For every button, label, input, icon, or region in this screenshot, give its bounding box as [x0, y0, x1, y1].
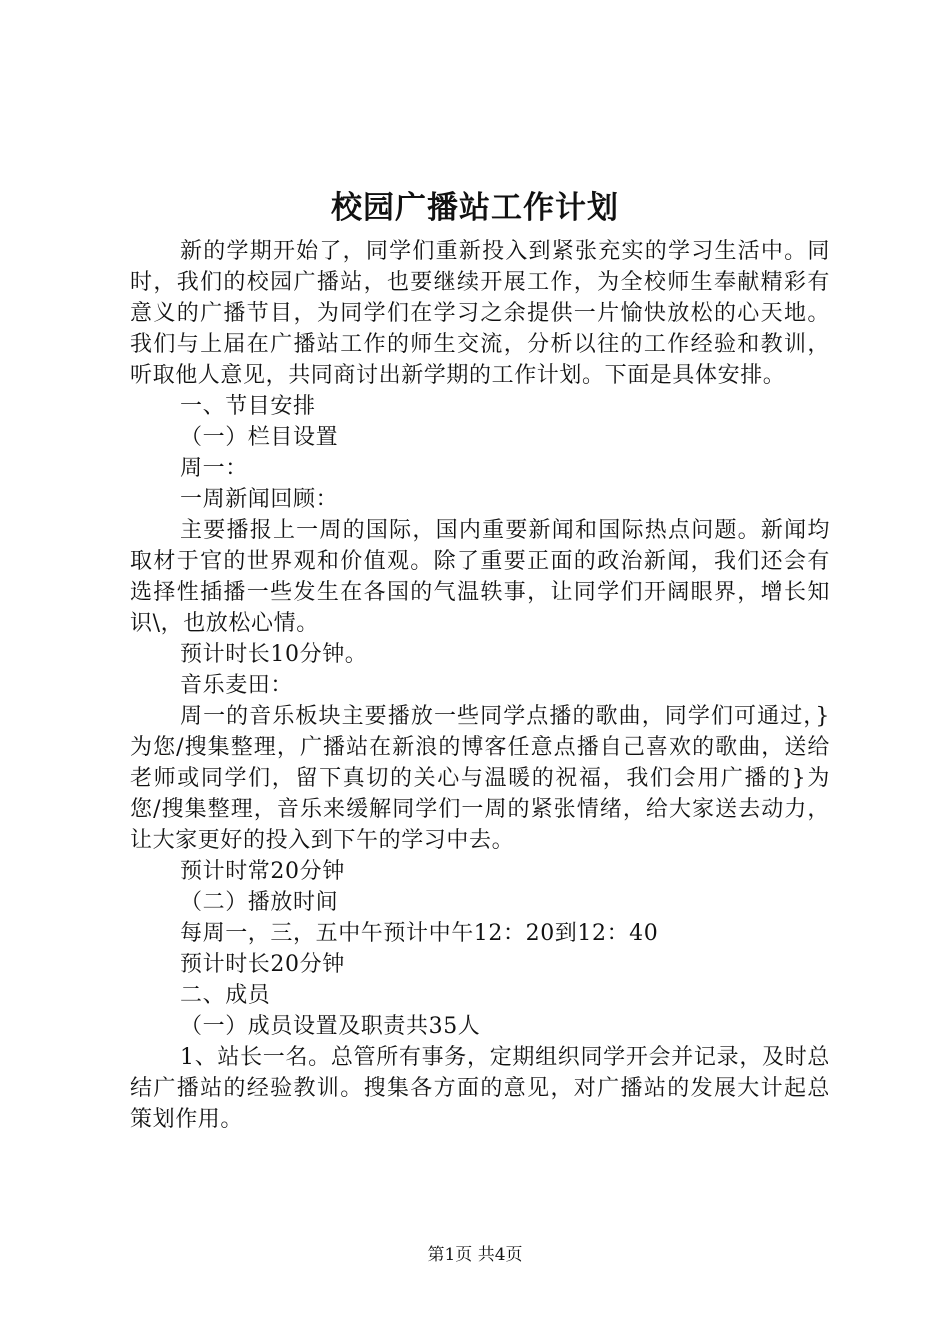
subsection-heading-member-roles: （一）成员设置及职责共35人 — [180, 1014, 481, 1039]
subsection-heading-schedule: （二）播放时间 — [180, 890, 339, 915]
section-heading-program: 一、节目安排 — [180, 394, 316, 419]
section-heading-members: 二、成员 — [180, 983, 271, 1008]
paragraph-music-field: 音乐麦田： — [180, 673, 294, 698]
page-indicator: 第1页 共4页 — [427, 1245, 523, 1265]
subsection-heading-columns: （一）栏目设置 — [180, 425, 339, 450]
paragraph-news-duration: 预计时长10分钟。 — [180, 642, 368, 667]
paragraph-news-review: 一周新闻回顾： — [180, 487, 339, 512]
paragraph-schedule-duration: 预计时长20分钟 — [180, 952, 345, 977]
document-body — [130, 236, 830, 1135]
paragraph-news-description: 主要播报上一周的国际，国内重要新闻和国际热点问题。新闻均取材于官的世界观和价值观。除了重要正面的政治新闻，我们还会有选择性插播一些发生在各国的气温轶事，让同学们开阔眼界，增长知识\，也放松心情。 — [130, 518, 830, 636]
paragraph-station-head: 1、站长一名。总管所有事务，定期组织同学开会并记录，及时总结广播站的经验教训。搜集各方面的意见，对广播站的发展大计起总策划作用。 — [130, 1045, 830, 1132]
paragraph-music-duration: 预计时常20分钟 — [180, 859, 345, 884]
paragraph-intro: 新的学期开始了，同学们重新投入到紧张充实的学习生活中。同时，我们的校园广播站，也要继续开展工作，为全校师生奉献精彩有意义的广播节目，为同学们在学习之余提供一片愉快放松的心天地。我们与上届在广播站工作的师生交流，分析以往的工作经验和教训，听取他人意见，共同商讨出新学期的工作计划。下面是具体安排。 — [130, 239, 830, 388]
paragraph-monday: 周一： — [180, 456, 248, 481]
document-title: 校园广播站工作计划 — [331, 190, 619, 226]
paragraph-schedule-time: 每周一，三，五中午预计中午12：20到12：40 — [180, 921, 659, 946]
paragraph-music-description: 周一的音乐板块主要播放一些同学点播的歌曲，同学们可通过，}为您/搜集整理，广播站在新浪的博客任意点播自己喜欢的歌曲，送给老师或同学们，留下真切的关心与温暖的祝福，我们会用广播的}为您/搜集整理，音乐来缓解同学们一周的紧张情绪，给大家送去动力，让大家更好的投入到下午的学习中去。 — [130, 704, 830, 853]
